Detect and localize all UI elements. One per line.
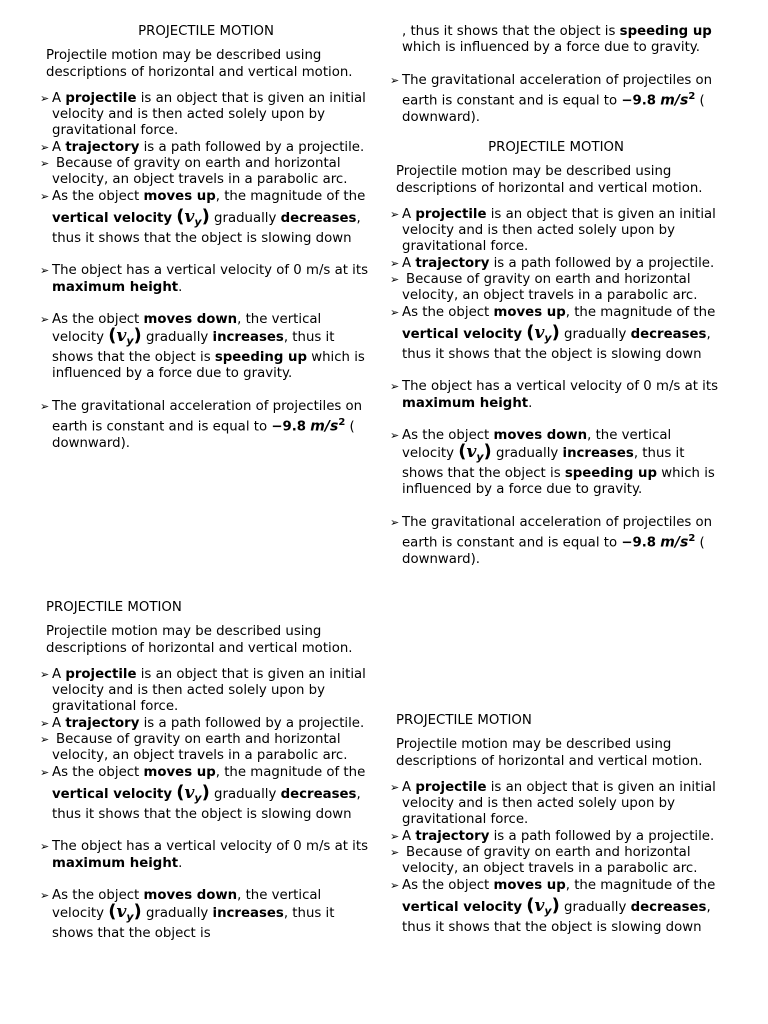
arrow-bullet-icon: ➢ [40,399,50,413]
worksheet-block-1 [40,24,372,452]
worksheet-block-0-tail [390,24,722,126]
bullet-acceleration: ➢ The gravitational acceleration of projectiles on earth is constant and is equal to −9.8 $m/s^2$ ( downward). [390,72,713,125]
intro-paragraph: Projectile motion may be described using descriptions of horizontal and vertical motion. [46,624,353,656]
arrow-bullet-icon: ➢ [40,157,50,171]
arrow-bullet-icon: ➢ [390,515,400,529]
arrow-bullet-icon: ➢ [390,846,400,860]
bullet-list [40,667,372,942]
arrow-bullet-icon: ➢ [390,780,400,794]
block-title: PROJECTILE MOTION [138,24,274,39]
bullet-moves-down-tail: , thus it shows that the object is speeding up which is influenced by a force due to gravity. [402,24,712,56]
bullet-list [390,24,722,126]
bullet-trajectory: ➢ A trajectory is a path followed by a projectile. [390,828,715,844]
arrow-bullet-icon: ➢ [40,264,50,278]
bullet-moves-down: ➢ As the object moves down, the vertical velocity $(v_y)$ gradually increases, thus it shows that the object is [40,887,335,942]
arrow-bullet-icon: ➢ [40,312,50,326]
arrow-bullet-icon: ➢ [390,273,400,287]
bullet-list [390,207,722,568]
arrow-bullet-icon: ➢ [390,878,400,892]
worksheet-block-2 [390,140,722,568]
worksheet-block-3 [40,600,372,942]
bullet-trajectory: ➢ A trajectory is a path followed by a projectile. [40,715,365,731]
arrow-bullet-icon: ➢ [40,716,50,730]
arrow-bullet-icon: ➢ [40,765,50,779]
bullet-projectile: ➢ A projectile is an object that is given an initial velocity and is then acted solely upon by gravitational force. [40,90,366,139]
arrow-bullet-icon: ➢ [40,888,50,902]
arrow-bullet-icon: ➢ [390,256,400,270]
bullet-list [40,91,372,452]
intro-paragraph: Projectile motion may be described using descriptions of horizontal and vertical motion. [396,164,703,196]
bullet-acceleration: ➢ The gravitational acceleration of projectiles on earth is constant and is equal to −9.8 $m/s^2$ ( downward). [40,398,363,451]
bullet-max-height: ➢ The object has a vertical velocity of 0 m/s at its maximum height. [390,379,719,411]
arrow-bullet-icon: ➢ [390,207,400,221]
bullet-gravity: ➢ Because of gravity on earth and horizontal velocity, an object travels in a parabolic arc. [390,272,698,304]
block-title: PROJECTILE MOTION [46,600,182,615]
bullet-max-height: ➢ The object has a vertical velocity of 0 m/s at its maximum height. [40,263,369,295]
bullet-projectile: ➢ A projectile is an object that is given an initial velocity and is then acted solely upon by gravitational force. [390,206,716,255]
arrow-bullet-icon: ➢ [40,667,50,681]
bullet-moves-down: ➢ As the object moves down, the vertical velocity $(v_y)$ gradually increases, thus it shows that the object is speeding up which is influenced by a force due to gravity. [40,311,365,382]
bullet-moves-down: ➢ As the object moves down, the vertical velocity $(v_y)$ gradually increases, thus it shows that the object is speeding up which is influenced by a force due to gravity. [390,427,715,498]
arrow-bullet-icon: ➢ [40,840,50,854]
arrow-bullet-icon: ➢ [40,91,50,105]
arrow-bullet-icon: ➢ [390,829,400,843]
intro-paragraph: Projectile motion may be described using descriptions of horizontal and vertical motion. [46,48,353,80]
bullet-projectile: ➢ A projectile is an object that is given an initial velocity and is then acted solely upon by gravitational force. [40,666,366,715]
worksheet-block-4 [390,713,722,936]
bullet-trajectory: ➢ A trajectory is a path followed by a projectile. [40,139,365,155]
block-title: PROJECTILE MOTION [396,713,532,728]
arrow-bullet-icon: ➢ [390,73,400,87]
bullet-gravity: ➢ Because of gravity on earth and horizontal velocity, an object travels in a parabolic arc. [40,156,348,188]
arrow-bullet-icon: ➢ [40,140,50,154]
arrow-bullet-icon: ➢ [390,305,400,319]
bullet-moves-up: ➢ As the object moves up, the magnitude of the vertical velocity $(v_y)$ gradually decreases, thus it shows that the object is slowing down [390,304,716,362]
intro-paragraph: Projectile motion may be described using descriptions of horizontal and vertical motion. [396,737,703,769]
arrow-bullet-icon: ➢ [40,189,50,203]
bullet-list [390,780,722,936]
arrow-bullet-icon: ➢ [40,733,50,747]
bullet-moves-up: ➢ As the object moves up, the magnitude of the vertical velocity $(v_y)$ gradually decreases, thus it shows that the object is slowing down [40,188,366,246]
block-title: PROJECTILE MOTION [488,140,624,155]
bullet-moves-up: ➢ As the object moves up, the magnitude of the vertical velocity $(v_y)$ gradually decreases, thus it shows that the object is slowing down [40,764,366,822]
bullet-gravity: ➢ Because of gravity on earth and horizontal velocity, an object travels in a parabolic arc. [40,732,348,764]
bullet-acceleration: ➢ The gravitational acceleration of projectiles on earth is constant and is equal to −9.8 $m/s^2$ ( downward). [390,514,713,567]
bullet-max-height: ➢ The object has a vertical velocity of 0 m/s at its maximum height. [40,839,369,871]
bullet-moves-up: ➢ As the object moves up, the magnitude of the vertical velocity $(v_y)$ gradually decreases, thus it shows that the object is slowing down [390,877,716,935]
arrow-bullet-icon: ➢ [390,380,400,394]
arrow-bullet-icon: ➢ [390,428,400,442]
bullet-trajectory: ➢ A trajectory is a path followed by a projectile. [390,255,715,271]
bullet-gravity: ➢ Because of gravity on earth and horizontal velocity, an object travels in a parabolic arc. [390,845,698,877]
bullet-projectile: ➢ A projectile is an object that is given an initial velocity and is then acted solely upon by gravitational force. [390,779,716,828]
